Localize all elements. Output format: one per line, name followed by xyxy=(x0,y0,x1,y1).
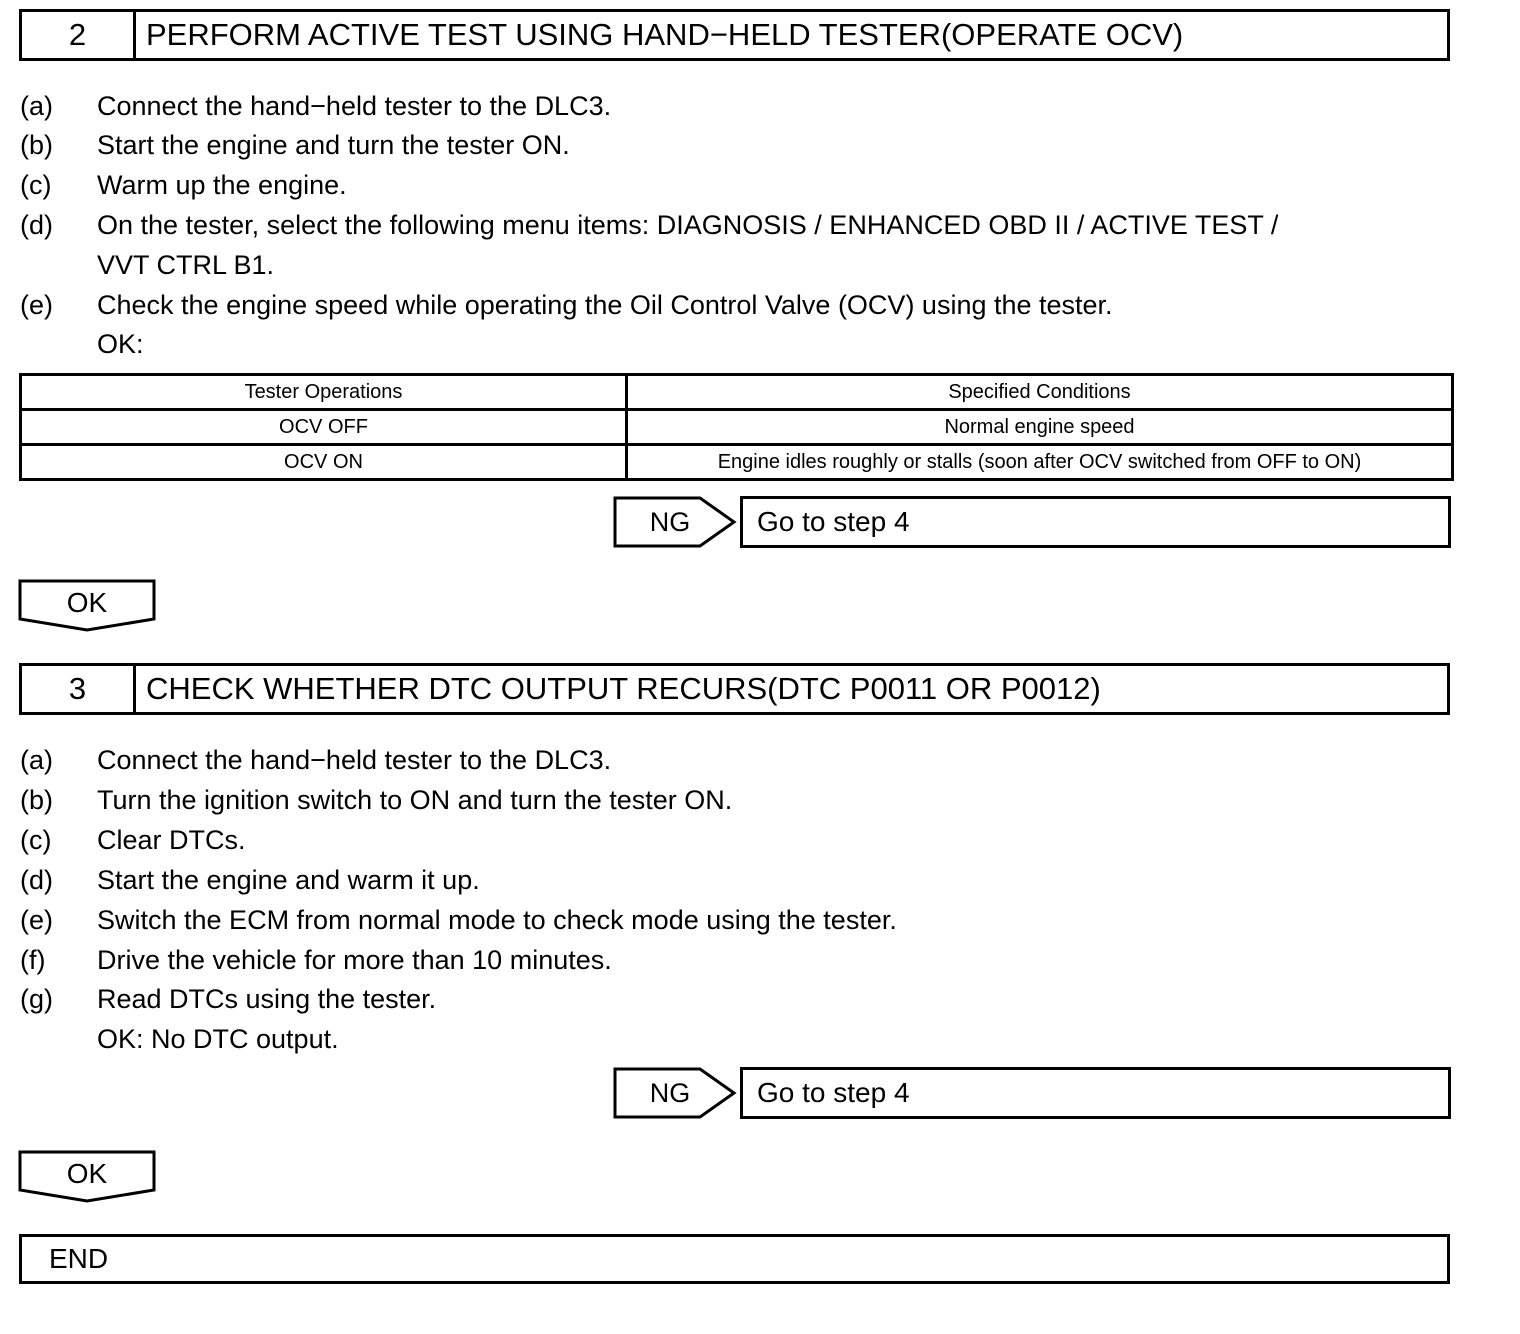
item-label: (g) xyxy=(20,984,53,1014)
item-text: Warm up the engine. xyxy=(97,170,347,200)
item-label: (c) xyxy=(20,170,52,200)
item-label: (e) xyxy=(20,905,53,935)
item-text: Clear DTCs. xyxy=(97,825,246,855)
item-label: (e) xyxy=(20,290,53,320)
item-text: VVT CTRL B1. xyxy=(97,250,275,280)
table-row xyxy=(21,445,1453,480)
step-number: 3 xyxy=(22,666,136,712)
item-label: (b) xyxy=(20,785,53,815)
item-text: Check the engine speed while operating the Oil Control Valve (OCV) using the tester. xyxy=(97,290,1113,320)
ng-label: NG xyxy=(649,1077,691,1108)
item-label: (a) xyxy=(20,91,53,121)
item-label: (a) xyxy=(20,745,53,775)
table-header-row xyxy=(21,375,1453,410)
step-number: 2 xyxy=(22,12,136,58)
item-text: Read DTCs using the tester. xyxy=(97,984,437,1014)
item-label: (d) xyxy=(20,865,53,895)
table-cell: Normal engine speed xyxy=(627,410,1453,445)
step-2-header xyxy=(19,9,1450,61)
item-text: Drive the vehicle for more than 10 minutes. xyxy=(97,945,612,975)
item-text: Connect the hand−held tester to the DLC3. xyxy=(97,745,612,775)
item-text: Turn the ignition switch to ON and turn the tester ON. xyxy=(97,785,733,815)
step-title: CHECK WHETHER DTC OUTPUT RECURS(DTC P0011 OR P0012) xyxy=(146,671,1101,706)
table-header-cell: Tester Operations xyxy=(21,375,627,410)
ng-label: NG xyxy=(649,506,691,537)
item-text: Start the engine and warm it up. xyxy=(97,865,480,895)
item-text: Switch the ECM from normal mode to check mode using the tester. xyxy=(97,905,897,935)
item-label: (c) xyxy=(20,825,52,855)
step-3-header xyxy=(19,663,1450,715)
ok-criteria-text: OK: xyxy=(97,329,144,359)
end-box: END xyxy=(19,1234,1450,1284)
item-text: On the tester, select the following menu items: DIAGNOSIS / ENHANCED OBD II / ACTIVE TEST / xyxy=(97,210,1279,240)
table-header-cell: Specified Conditions xyxy=(627,375,1453,410)
item-label: (f) xyxy=(20,945,46,975)
table-cell: OCV OFF xyxy=(21,410,627,445)
table-cell: OCV ON xyxy=(21,445,627,480)
item-text: Connect the hand−held tester to the DLC3. xyxy=(97,91,612,121)
ok-label: OK xyxy=(66,587,108,618)
spec-table xyxy=(19,373,1454,481)
table-cell: Engine idles roughly or stalls (soon after OCV switched from OFF to ON) xyxy=(627,445,1453,480)
item-label: (d) xyxy=(20,210,53,240)
item-label: (b) xyxy=(20,130,53,160)
item-text: Start the engine and turn the tester ON. xyxy=(97,130,570,160)
ok-criteria-text: OK: No DTC output. xyxy=(97,1024,339,1054)
ok-label: OK xyxy=(66,1158,108,1189)
goto-step-link[interactable]: Go to step 4 xyxy=(740,1067,1451,1119)
table-row xyxy=(21,410,1453,445)
step-title: PERFORM ACTIVE TEST USING HAND−HELD TESTER(OPERATE OCV) xyxy=(146,17,1184,52)
goto-step-link[interactable]: Go to step 4 xyxy=(740,496,1451,548)
